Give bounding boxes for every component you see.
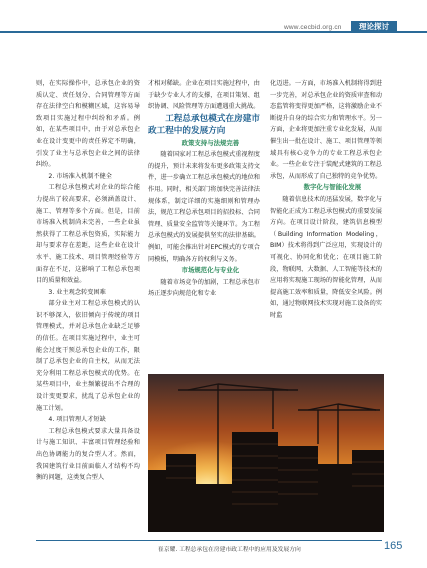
site-url[interactable]: www.cecbid.org.cn <box>284 24 342 31</box>
paragraph: 才相对稀缺。企业在项目实施过程中，由于缺少专业人才的支撑，在项目策划、组织协调、风险管理等方面遭遇重大挑战。 <box>148 80 260 111</box>
section-heading: 4. 项目管理人才短缺 <box>48 416 106 424</box>
footer-citation: 崔京耀. 工程总承包在房建市政工程中的应用及发展方向 <box>158 547 301 553</box>
page-header <box>0 0 427 38</box>
column-right <box>270 78 382 321</box>
section-tab: 理论探讨 <box>351 21 397 33</box>
construction-cranes-icon <box>148 374 384 532</box>
paragraph: 部分业主对工程总承包模式的认识不够深入，依旧倾向于传统的项目管理模式，并对总承包企业缺乏足够的信任。在项目实施过程中，业主可能会过度干预总承包企业的工作，限制了总承包企业的自主权，从而无法充分利用工程总承包模式的优势。在某些项目中，业主频繁提出不合理的设计变更要求，扰乱了总承包企业的施工计划。 <box>36 300 140 412</box>
column-middle <box>148 78 260 300</box>
paragraph: 则，在实际操作中，总承包企业的资质认定、责任划分、合同管理等方面存在法律空白和模糊区域，这容易导致项目实施过程中纠纷和矛盾。例如，在某些项目中，由于对总承包企业在设计变更中的责任界定不明确，引发了业主与总承包企业之间的法律纠纷。 <box>36 80 140 169</box>
paragraph: 工程总承包模式要求大量具备设计与施工知识、丰富项目管理经验和出色协调能力的复合型人才。然而，我国建筑行业目前面临人才结构不均衡的问题，这类复合型人 <box>36 427 140 482</box>
subsection-heading: 市场规范化与专业化 <box>181 266 240 275</box>
construction-site-photo <box>148 374 384 532</box>
section-heading: 3. 业主观念转变困难 <box>48 288 106 296</box>
article-section-title: 工程总承包模式在房建市政工程中的发展方向 <box>148 113 260 137</box>
footer-rule <box>36 540 382 541</box>
page-number: 165 <box>384 540 403 552</box>
subsection-heading: 数字化与智能化发展 <box>303 183 362 192</box>
paragraph: 工程总承包模式对企业的综合能力提出了较高要求，必须涵盖设计、施工、管理等多个方面。但是，目前市场准入机制尚未完善，一些企业虽然获得了工程总承包资质，实际能力却与要求存在差距，这些企业在设计水平、施工技术、项目管理经验等方面存在不足，这影响了工程总承包项目的质量和效益。 <box>36 184 140 285</box>
header-rule <box>0 31 427 33</box>
subsection-heading: 政策支持与法规完善 <box>181 138 240 147</box>
paragraph: 随着市场竞争的加剧，工程总承包市场正逐步向规范化和专业 <box>148 278 260 298</box>
section-heading: 2. 市场准入机制不健全 <box>48 172 112 180</box>
paragraph: 化迈进。一方面，市场准入机制将得到进一步完善，对总承包企业的资质审查和动态监管将变得更加严格，这将激励企业不断提升自身的综合实力和管理水平。另一方面，企业将更加注重专业化发展，从而催生出一批在设计、施工、项目管理等领域具有核心竞争力的专业工程总承包企业。一些企业专注于装配式建筑的工程总承包，从而形成了自己独特的竞争优势。 <box>270 80 382 180</box>
paragraph: 随着信息技术的迅猛发展，数字化与智能化正成为工程总承包模式的重要发展方向。在项目设计阶段，建筑信息模型（Building Information Modeling，BIM）技术将得到广泛应用，实现设计的可视化、协同化和优化；在项目施工阶段，物联网、大数据、人工智能等技术的应用将实现施工现场的智能化管理，从而提高施工效率和质量，降低安全风险。例如，通过物联网技术实现对施工设备的实时监 <box>270 195 382 319</box>
paragraph: 随着国家对工程总承包模式重视程度的提升，预计未来将发布更多政策支持文件，进一步确立工程总承包模式的地位和作用。同时，相关部门将加快完善法律法规体系，制定详细的实施细则和管理办法，规范工程总承包项目的招投标、合同管理、质量安全监管等关键环节。为工程总承包模式的发展提供坚实的法律基础。例如，可能会推出针对EPC模式的专项合同模板，明确各方的权利与义务。 <box>148 151 260 263</box>
column-left <box>36 78 140 484</box>
